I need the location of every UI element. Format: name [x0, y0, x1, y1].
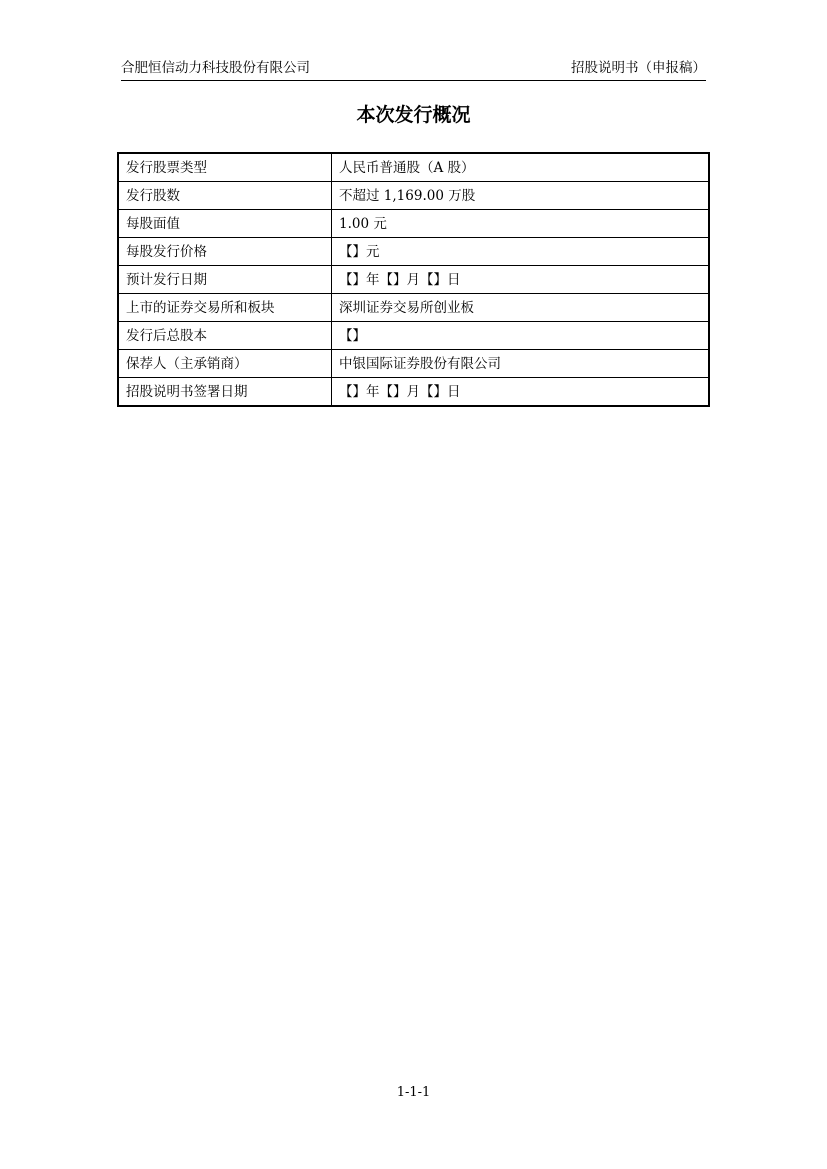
row-value: 中银国际证券股份有限公司: [332, 350, 710, 378]
row-label: 上市的证券交易所和板块: [118, 294, 332, 322]
header-company-name: 合肥恒信动力科技股份有限公司: [121, 60, 310, 76]
row-value: 【】: [332, 322, 710, 350]
table-row: [118, 266, 709, 294]
row-value: 1.00 元: [332, 210, 710, 238]
table-row: [118, 350, 709, 378]
table-row: [118, 238, 709, 266]
table-row: [118, 153, 709, 182]
row-value: 不超过 1,169.00 万股: [332, 182, 710, 210]
row-value: 【】年【】月【】日: [332, 378, 710, 407]
row-label: 保荐人（主承销商）: [118, 350, 332, 378]
page-title: 本次发行概况: [356, 104, 471, 126]
row-value: 人民币普通股（A 股）: [332, 153, 710, 182]
row-label: 发行股数: [118, 182, 332, 210]
row-label: 每股面值: [118, 210, 332, 238]
table-row: [118, 210, 709, 238]
row-label: 每股发行价格: [118, 238, 332, 266]
row-value: 深圳证券交易所创业板: [332, 294, 710, 322]
header-document-type: 招股说明书（申报稿）: [571, 60, 706, 76]
row-label: 发行股票类型: [118, 153, 332, 182]
row-value: 【】元: [332, 238, 710, 266]
table-row: [118, 294, 709, 322]
table-row: [118, 182, 709, 210]
page-header: [121, 58, 706, 81]
issue-overview-table: [117, 152, 710, 407]
row-label: 发行后总股本: [118, 322, 332, 350]
table-row: [118, 322, 709, 350]
row-label: 预计发行日期: [118, 266, 332, 294]
row-value: 【】年【】月【】日: [332, 266, 710, 294]
page-number: 1-1-1: [396, 1085, 431, 1100]
row-label: 招股说明书签署日期: [118, 378, 332, 407]
table-row: [118, 378, 709, 407]
